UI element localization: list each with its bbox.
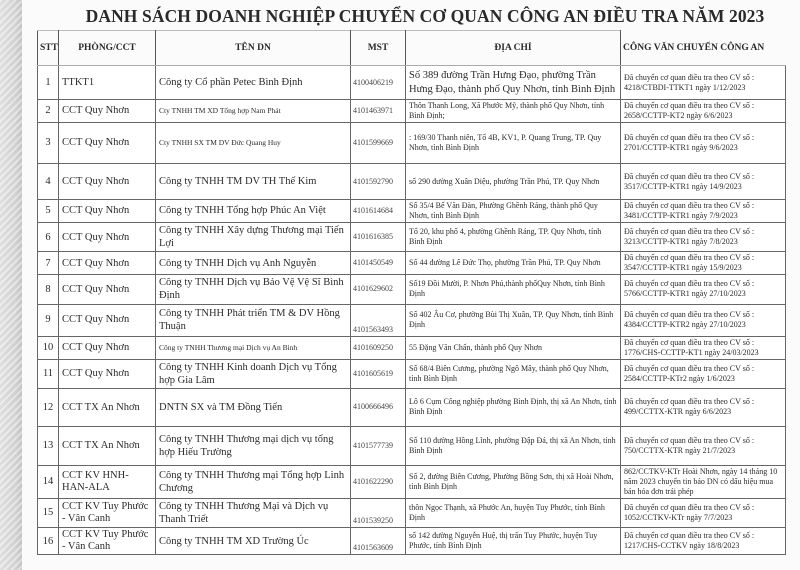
header-address: ĐỊA CHỈ <box>406 31 621 66</box>
row-address: số 142 đường Nguyễn Huệ, thị trấn Tuy Phước, huyện Tuy Phước, tỉnh Bình Định <box>406 528 621 555</box>
header-cv: CÔNG VĂN CHUYỂN CÔNG AN <box>621 31 786 66</box>
table-row <box>38 304 786 336</box>
row-company-name: Công ty TNHH Dịch vụ Anh Nguyễn <box>156 252 351 275</box>
row-address: Số 2, đường Biên Cương, Phường Bồng Sơn, thị xã Hoài Nhơn, tỉnh Bình Định <box>406 465 621 498</box>
table-row <box>38 528 786 555</box>
row-tax-code: 4101577739 <box>351 426 406 465</box>
row-company-name: Cty TNHH TM XD Tổng hợp Nam Phát <box>156 100 351 123</box>
row-company-name: Công ty TNHH TM DV TH Thế Kim <box>156 164 351 200</box>
row-tax-code: 4101605619 <box>351 359 406 388</box>
row-tax-code: 4101599669 <box>351 123 406 164</box>
row-tax-code: 4101614684 <box>351 200 406 223</box>
row-cct: CCT Quy Nhơn <box>59 252 156 275</box>
row-tax-code: 4101592790 <box>351 164 406 200</box>
document-page <box>22 0 800 570</box>
row-tax-code: 4101450549 <box>351 252 406 275</box>
row-stt: 2 <box>38 100 59 123</box>
row-cct: CCT KV HNH-HAN-ALA <box>59 465 156 498</box>
row-address: Lô 6 Cụm Công nghiệp phường Bình Định, thị xã An Nhơn, tỉnh Bình Định <box>406 388 621 426</box>
table-row <box>38 426 786 465</box>
table-row <box>38 336 786 359</box>
row-cct: CCT Quy Nhơn <box>59 359 156 388</box>
row-address: Số 68/4 Biên Cương, phường Ngô Mây, thành phố Quy Nhơn, tỉnh Bình Định <box>406 359 621 388</box>
row-tax-code: 4101539250 <box>351 498 406 527</box>
table-row <box>38 223 786 252</box>
background-pattern <box>0 0 22 570</box>
row-address: : 169/30 Thanh niên, Tổ 4B, KV1, P. Quang Trung, TP. Quy Nhơn, tỉnh Bình Định <box>406 123 621 164</box>
row-dispatch-note: Đã chuyển cơ quan điều tra theo CV số : 5766/CCTTP-KTR1 ngày 27/10/2023 <box>621 275 786 304</box>
row-dispatch-note: Đã chuyển cơ quan điều tra theo CV số : 2584/CCTTP-KTr2 ngày 1/6/2023 <box>621 359 786 388</box>
row-cct: CCT Quy Nhơn <box>59 275 156 304</box>
row-address: số 290 đường Xuân Diệu, phường Trần Phú, TP. Quy Nhơn <box>406 164 621 200</box>
row-cct: CCT Quy Nhơn <box>59 164 156 200</box>
row-cct: CCT TX An Nhơn <box>59 426 156 465</box>
table-row <box>38 123 786 164</box>
row-tax-code: 4101622290 <box>351 465 406 498</box>
row-stt: 11 <box>38 359 59 388</box>
row-dispatch-note: Đã chuyển cơ quan điều tra theo CV số : 3481/CCTTP-KTR1 ngày 7/9/2023 <box>621 200 786 223</box>
row-cct: CCT TX An Nhơn <box>59 388 156 426</box>
row-company-name: DNTN SX và TM Đồng Tiến <box>156 388 351 426</box>
row-dispatch-note: Đã chuyển cơ quan điều tra theo CV số : 4218/CTBDI-TTKT1 ngày 1/12/2023 <box>621 66 786 100</box>
row-company-name: Công ty TNHH Thương mại Tổng hợp Linh Chương <box>156 465 351 498</box>
row-stt: 10 <box>38 336 59 359</box>
row-dispatch-note: Đã chuyển cơ quan điều tra theo CV số : 2701/CCTTP-KTR1 ngày 9/6/2023 <box>621 123 786 164</box>
row-address: Số 110 đường Hồng Lĩnh, phường Đập Đá, thị xã An Nhơn, tỉnh Bình Định <box>406 426 621 465</box>
row-dispatch-note: Đã chuyển cơ quan điều tra theo CV số : 3213/CCTTP-KTR1 ngày 7/8/2023 <box>621 223 786 252</box>
table-row <box>38 164 786 200</box>
row-stt: 6 <box>38 223 59 252</box>
row-cct: CCT Quy Nhơn <box>59 336 156 359</box>
row-company-name: Công ty TNHH Dịch vụ Bảo Vệ Vệ Sĩ Bình Định <box>156 275 351 304</box>
row-tax-code: 4101563493 <box>351 304 406 336</box>
table-row <box>38 100 786 123</box>
table-row <box>38 465 786 498</box>
table-row <box>38 66 786 100</box>
row-cct: CCT KV Tuy Phước - Vân Canh <box>59 528 156 555</box>
row-company-name: Công ty TNHH Thương mại dịch vụ tổng hợp Hiếu Trường <box>156 426 351 465</box>
enterprise-table <box>37 30 786 555</box>
row-tax-code: 4101629602 <box>351 275 406 304</box>
header-stt: STT <box>38 31 59 66</box>
row-company-name: Cty TNHH SX TM DV Đức Quang Huy <box>156 123 351 164</box>
row-company-name: Công ty Cổ phần Petec Bình Định <box>156 66 351 100</box>
row-stt: 8 <box>38 275 59 304</box>
row-dispatch-note: Đã chuyển cơ quan điều tra theo CV số : 3517/CCTTP-KTR1 ngày 14/9/2023 <box>621 164 786 200</box>
row-dispatch-note: Đã chuyển cơ quan điều tra theo CV số : 1776/CHS-CCTTP-KT1 ngày 24/03/2023 <box>621 336 786 359</box>
row-address: 55 Đặng Văn Chấn, thành phố Quy Nhơn <box>406 336 621 359</box>
row-dispatch-note: Đã chuyển cơ quan điều tra theo CV số : 750/CCTTX-KTR ngày 21/7/2023 <box>621 426 786 465</box>
table-row <box>38 388 786 426</box>
row-address: Số 402 Âu Cơ, phường Bùi Thị Xuân, TP. Quy Nhơn, tỉnh Bình Định <box>406 304 621 336</box>
header-cct: PHÒNG/CCT <box>59 31 156 66</box>
row-tax-code: 4101463971 <box>351 100 406 123</box>
table-row <box>38 275 786 304</box>
row-stt: 15 <box>38 498 59 527</box>
row-stt: 5 <box>38 200 59 223</box>
row-stt: 9 <box>38 304 59 336</box>
row-company-name: Công ty TNHH Thương Mại và Dịch vụ Thanh Triết <box>156 498 351 527</box>
row-address: thôn Ngọc Thạnh, xã Phước An, huyện Tuy Phước, tỉnh Bình Định <box>406 498 621 527</box>
row-tax-code: 4101563609 <box>351 528 406 555</box>
row-cct: CCT Quy Nhơn <box>59 304 156 336</box>
table-row <box>38 200 786 223</box>
row-stt: 14 <box>38 465 59 498</box>
row-cct: CCT Quy Nhơn <box>59 223 156 252</box>
table-header-row <box>38 31 786 66</box>
row-stt: 12 <box>38 388 59 426</box>
row-dispatch-note: Đã chuyển cơ quan điều tra theo CV số : 499/CCTTX-KTR ngày 6/6/2023 <box>621 388 786 426</box>
row-cct: CCT Quy Nhơn <box>59 100 156 123</box>
row-address: Thôn Thanh Long, Xã Phước Mỹ, thành phố Quy Nhơn, tỉnh Bình Định; <box>406 100 621 123</box>
row-tax-code: 4100666496 <box>351 388 406 426</box>
row-stt: 16 <box>38 528 59 555</box>
row-tax-code: 4101609250 <box>351 336 406 359</box>
row-stt: 4 <box>38 164 59 200</box>
table-row <box>38 359 786 388</box>
row-stt: 3 <box>38 123 59 164</box>
row-dispatch-note: Đã chuyển cơ quan điều tra theo CV số : 1052/CCTKV-KTr ngày 7/7/2023 <box>621 498 786 527</box>
row-address: Số 35/4 Bế Văn Đàn, Phường Ghềnh Ráng, thành phố Quy Nhơn, tỉnh Bình Định <box>406 200 621 223</box>
row-address: Tổ 20, khu phố 4, phường Ghềnh Ráng, TP. Quy Nhơn, tỉnh Bình Định <box>406 223 621 252</box>
row-dispatch-note: Đã chuyển cơ quan điều tra theo CV số : 1217/CHS-CCTKV ngày 18/8/2023 <box>621 528 786 555</box>
header-mst: MST <box>351 31 406 66</box>
row-address: Số 44 đường Lê Đức Thọ, phường Trần Phú, TP. Quy Nhơn <box>406 252 621 275</box>
row-company-name: Công ty TNHH Phát triển TM & DV Hồng Thuận <box>156 304 351 336</box>
row-company-name: Công ty TNHH Tổng hợp Phúc An Việt <box>156 200 351 223</box>
row-cct: TTKT1 <box>59 66 156 100</box>
table-row <box>38 252 786 275</box>
row-stt: 13 <box>38 426 59 465</box>
row-cct: CCT Quy Nhơn <box>59 200 156 223</box>
row-dispatch-note: Đã chuyển cơ quan điều tra theo CV số : 3547/CCTTP-KTR1 ngày 15/9/2023 <box>621 252 786 275</box>
row-dispatch-note: 862/CCTKV-KTr Hoài Nhơn, ngày 14 tháng 10 năm 2023 chuyển tin báo DN có dấu hiệu mua bán hóa đơn trái phép <box>621 465 786 498</box>
row-company-name: Công ty TNHH Kinh doanh Dịch vụ Tổng hợp Gia Lâm <box>156 359 351 388</box>
row-company-name: Công ty TNHH Xây dựng Thương mại Tiến Lợi <box>156 223 351 252</box>
table-row <box>38 498 786 527</box>
row-cct: CCT KV Tuy Phước - Vân Canh <box>59 498 156 527</box>
row-company-name: Công ty TNHH TM XD Trường Úc <box>156 528 351 555</box>
row-stt: 1 <box>38 66 59 100</box>
header-name: TÊN DN <box>156 31 351 66</box>
row-dispatch-note: Đã chuyển cơ quan điều tra theo CV số : 2658/CCTTP-KT2 ngày 6/6/2023 <box>621 100 786 123</box>
row-address: Số19 Đồi Mười, P. Nhơn Phú,thành phốQuy Nhơn, tỉnh Bình Định <box>406 275 621 304</box>
row-cct: CCT Quy Nhơn <box>59 123 156 164</box>
row-dispatch-note: Đã chuyển cơ quan điều tra theo CV số : 4384/CCTTP-KTR2 ngày 27/10/2023 <box>621 304 786 336</box>
page-title: DANH SÁCH DOANH NGHIỆP CHUYỂN CƠ QUAN CÔNG AN ĐIỀU TRA NĂM 2023 <box>85 6 765 26</box>
row-stt: 7 <box>38 252 59 275</box>
row-company-name: Công ty TNHH Thương mại Dịch vụ An Bình <box>156 336 351 359</box>
row-tax-code: 4101616385 <box>351 223 406 252</box>
row-address: Số 389 đường Trần Hưng Đạo, phường Trần Hưng Đạo, thành phố Quy Nhơn, tỉnh Bình Định <box>406 66 621 100</box>
row-tax-code: 4100406219 <box>351 66 406 100</box>
